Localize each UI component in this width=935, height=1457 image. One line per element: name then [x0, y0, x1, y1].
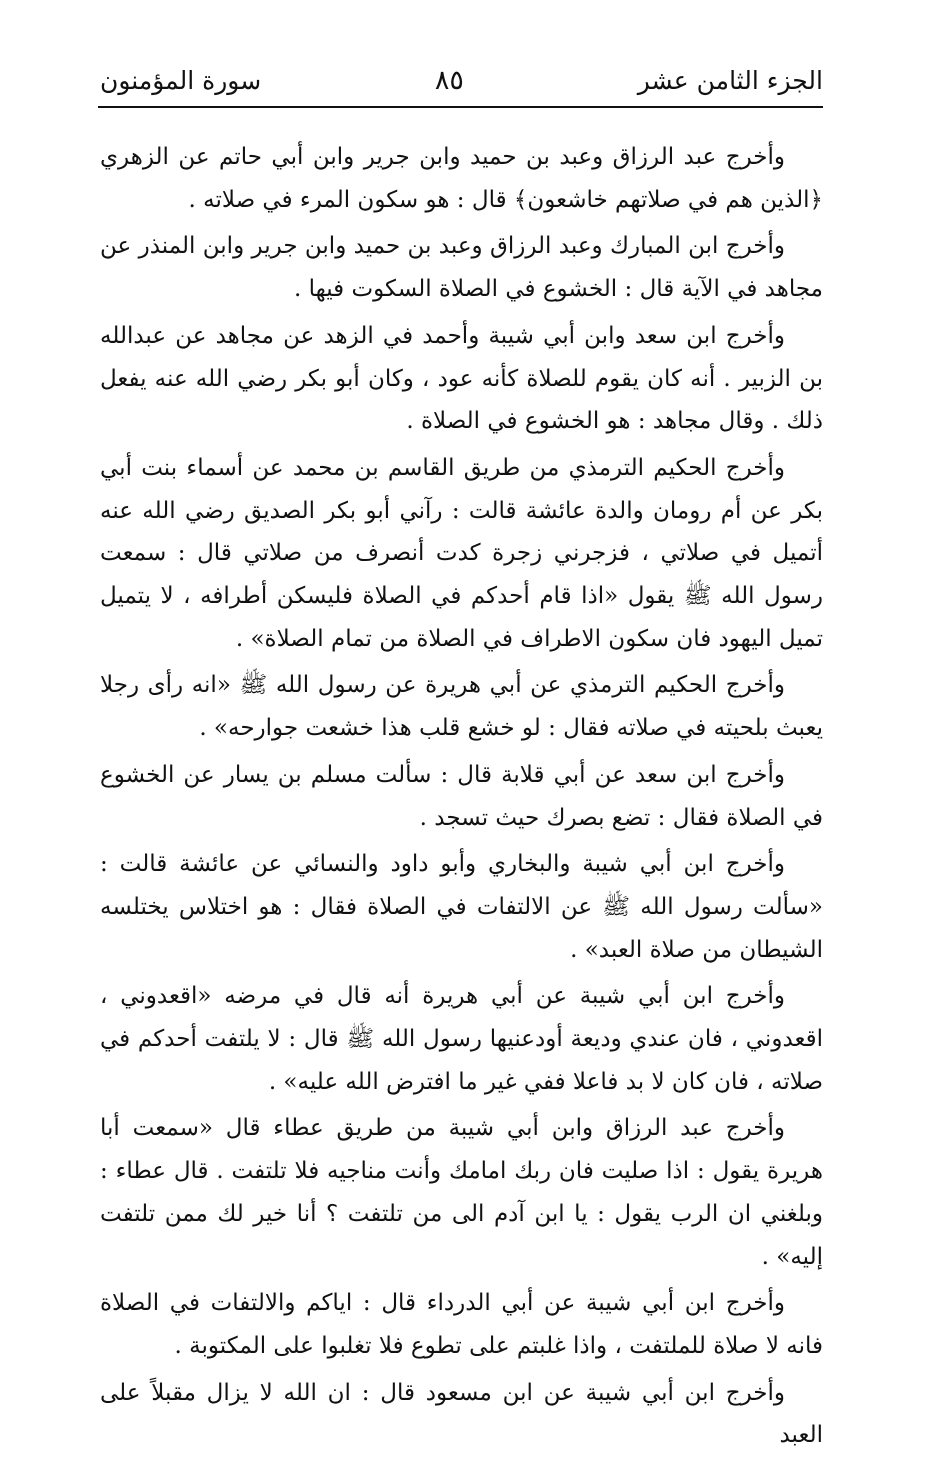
paragraph: وأخرج ابن المبارك وعبد الرزاق وعبد بن حميد وابن جرير وابن المنذر عن مجاهد في الآية قال : الخشوع في الصلاة السكوت فيها .: [100, 233, 823, 303]
surah-title: سورة المؤمنون: [100, 65, 262, 95]
paragraph: وأخرج الحكيم الترمذي عن أبي هريرة عن رسول الله ﷺ «انه رأى رجلا يعبث بلحيته في صلاته فقال : لو خشع قلب هذا خشعت جوارحه» .: [100, 672, 823, 742]
page-body: [100, 136, 823, 1449]
running-header: [100, 58, 823, 102]
paragraph: وأخرج عبد الرزاق وابن أبي شيبة من طريق عطاء قال «سمعت أبا هريرة يقول : اذا صليت فان ربك امامك وأنت مناجيه فلا تلتفت . قال عطاء : وبلغني ان الرب يقول : يا ابن آدم الى من تلتفت ؟ أنا خير لك ممن تلتفت إليه» .: [100, 1115, 823, 1270]
paragraph: وأخرج ابن سعد وابن أبي شيبة وأحمد في الزهد عن مجاهد عن عبدالله بن الزبير . أنه كان يقوم للصلاة كأنه عود ، وكان أبو بكر رضي الله عنه يفعل ذلك . وقال مجاهد : هو الخشوع في الصلاة .: [100, 322, 823, 435]
paragraph: وأخرج ابن سعد عن أبي قلابة قال : سألت مسلم بن يسار عن الخشوع في الصلاة فقال : تضع بصرك حيث تسجد .: [100, 761, 823, 831]
paragraph: وأخرج الحكيم الترمذي من طريق القاسم بن محمد عن أسماء بنت أبي بكر عن أم رومان والدة عائشة قالت : رآني أبو بكر الصديق رضي الله عنه أتميل في صلاتي ، فزجرني زجرة كدت أنصرف من صلاتي قال : سمعت رسول الله ﷺ يقول «اذا قام أحدكم في الصلاة فليسكن أطرافه ، لا يتميل تميل اليهود فان سكون الاطراف في الصلاة من تمام الصلاة» .: [100, 454, 823, 652]
paragraph: وأخرج ابن أبي شيبة عن أبي هريرة أنه قال في مرضه «اقعدوني ، اقعدوني ، فان عندي وديعة أودعنيها رسول الله ﷺ قال : لا يلتفت أحدكم في صلاته ، فان كان لا بد فاعلا ففي غير ما افترض الله عليه» .: [100, 983, 823, 1095]
paragraph: وأخرج ابن أبي شيبة عن ابن مسعود قال : ان الله لا يزال مقبلاً على العبد: [100, 1379, 823, 1449]
paragraph: وأخرج ابن أبي شيبة والبخاري وأبو داود والنسائي عن عائشة قالت : «سألت رسول الله ﷺ عن الالتفات في الصلاة فقال : هو اختلاس يختلسه الشيطان من صلاة العبد» .: [100, 851, 823, 963]
header-rule: [98, 106, 823, 108]
part-title: الجزء الثامن عشر: [637, 65, 823, 95]
page-number: ٨٥: [434, 64, 464, 96]
paragraph: وأخرج عبد الرزاق وعبد بن حميد وابن جرير وابن أبي حاتم عن الزهري ﴿الذين هم في صلاتهم خاشعون﴾ قال : هو سكون المرء في صلاته .: [100, 144, 823, 213]
paragraph: وأخرج ابن أبي شيبة عن أبي الدرداء قال : اياكم والالتفات في الصلاة فانه لا صلاة للملتفت ، واذا غلبتم على تطوع فلا تغلبوا على المكتوبة .: [100, 1290, 823, 1359]
